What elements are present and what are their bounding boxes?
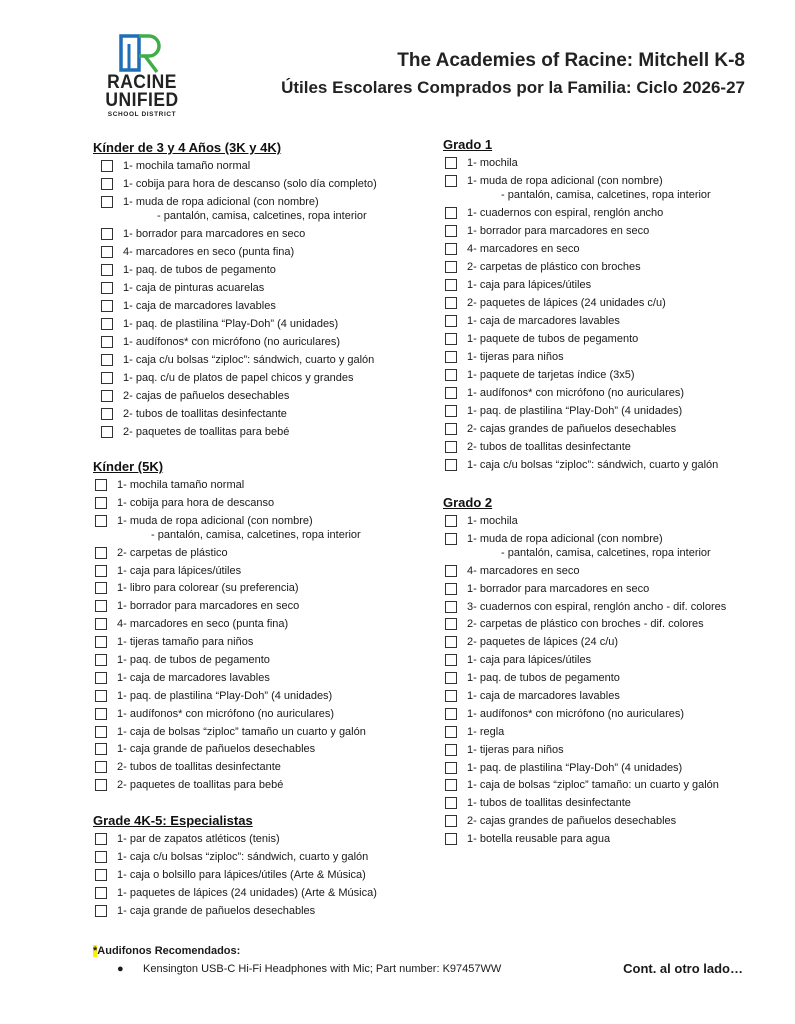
- checklist-item: [443, 260, 718, 274]
- checkbox[interactable]: [445, 744, 457, 756]
- item-label: 2- paquetes de toallitas para bebé: [123, 426, 290, 438]
- checklist-item: [93, 671, 366, 685]
- item-label: 1- caja de marcadores lavables: [117, 671, 270, 684]
- checkbox[interactable]: [101, 336, 113, 348]
- checklist-item: [93, 564, 366, 578]
- item-label: 1- paq. de plastilina “Play-Doh” (4 unidades): [123, 318, 339, 330]
- checklist: [93, 159, 377, 439]
- checklist-item: [443, 296, 718, 310]
- checkbox[interactable]: [445, 279, 457, 291]
- checklist-item: [443, 278, 718, 292]
- item-label: 1- regla: [467, 725, 505, 738]
- logo-line-district: SCHOOL DISTRICT: [107, 111, 177, 118]
- checklist-item: [443, 350, 718, 364]
- item-label: 2- cajas de pañuelos desechables: [123, 390, 290, 402]
- item-label: 1- caja de pinturas acuarelas: [123, 282, 265, 294]
- checklist-item: [443, 532, 726, 560]
- item-label: 1- caja c/u bolsas “ziploc”: sándwich, cuarto y galón: [117, 850, 369, 863]
- checklist-item: [443, 653, 726, 667]
- checklist-item: [443, 422, 718, 436]
- checklist-item: [93, 371, 377, 385]
- item-label: 1- caja de bolsas “ziploc” tamaño un cuarto y galón: [117, 725, 366, 738]
- item-label: 1- caja para lápices/útiles: [467, 279, 592, 291]
- section-5k: [93, 459, 366, 796]
- checkbox[interactable]: [445, 708, 457, 720]
- checkbox[interactable]: [95, 851, 107, 863]
- item-label: 1- paquete de tarjetas índice (3x5): [467, 369, 635, 381]
- checklist-item: [93, 742, 366, 756]
- item-label: 1- caja o bolsillo para lápices/útiles (Arte & Música): [117, 868, 366, 881]
- district-logo: [100, 34, 184, 120]
- checkbox[interactable]: [445, 175, 457, 187]
- checklist-item: [93, 335, 377, 349]
- checkbox[interactable]: [445, 423, 457, 435]
- item-sublabel: - pantalón, camisa, calcetines, ropa interior: [151, 528, 361, 541]
- checkbox[interactable]: [445, 369, 457, 381]
- item-label: 1- caja de marcadores lavables: [467, 315, 620, 327]
- checkbox[interactable]: [445, 207, 457, 219]
- checklist-item: [443, 814, 726, 828]
- checkbox[interactable]: [95, 869, 107, 881]
- checkbox[interactable]: [445, 636, 457, 648]
- checkbox[interactable]: [95, 743, 107, 755]
- checkbox[interactable]: [445, 261, 457, 273]
- item-label: 1- cuadernos con espiral, renglón ancho: [467, 207, 664, 219]
- checkbox[interactable]: [445, 583, 457, 595]
- item-sublabel: - pantalón, camisa, calcetines, ropa interior: [501, 189, 711, 201]
- section-heading: Kínder (5K): [93, 459, 164, 474]
- item-label: 1- paq. de plastilina “Play-Doh” (4 unidades): [467, 761, 683, 774]
- page-subtitle: Útiles Escolares Comprados por la Familia: Ciclo 2026-27: [281, 78, 745, 97]
- checkbox[interactable]: [445, 297, 457, 309]
- checklist-item: [93, 195, 377, 223]
- item-label: 1- paq. de plastilina “Play-Doh” (4 unidades): [467, 405, 683, 417]
- checkbox[interactable]: [101, 318, 113, 330]
- item-label: 4- marcadores en seco: [467, 243, 580, 255]
- checklist-item: [443, 440, 718, 454]
- checklist-item: [443, 206, 718, 220]
- checkbox[interactable]: [445, 565, 457, 577]
- checklist-item: [443, 600, 726, 614]
- checklist-item: [443, 582, 726, 596]
- checklist-item: [93, 514, 366, 542]
- checkbox[interactable]: [95, 497, 107, 509]
- checkbox[interactable]: [95, 761, 107, 773]
- checklist-item: [93, 689, 366, 703]
- checklist: [93, 832, 377, 918]
- checklist-item: [443, 368, 718, 382]
- checkbox[interactable]: [95, 779, 107, 791]
- checklist-item: [93, 425, 377, 439]
- checkbox[interactable]: [101, 160, 113, 172]
- checkbox[interactable]: [95, 600, 107, 612]
- item-label: 1- tubos de toallitas desinfectante: [467, 797, 631, 810]
- checkbox[interactable]: [445, 333, 457, 345]
- section-heading: Grado 1: [443, 137, 493, 152]
- headphones-recommendation: [117, 963, 501, 975]
- item-label: 2- paquetes de toallitas para bebé: [117, 779, 284, 792]
- checklist-item: [93, 599, 366, 613]
- bullet-icon: ●: [117, 963, 124, 975]
- item-label: 1- borrador para marcadores en seco: [117, 600, 300, 613]
- checkbox[interactable]: [445, 515, 457, 527]
- checklist-item: [93, 850, 377, 864]
- item-label: 1- cobija para hora de descanso: [117, 496, 275, 509]
- checkbox[interactable]: [445, 762, 457, 774]
- checkbox[interactable]: [101, 372, 113, 384]
- item-label: 1- botella reusable para agua: [467, 833, 611, 846]
- item-label: 4- marcadores en seco: [467, 564, 580, 577]
- checklist-item: [443, 224, 718, 238]
- section-heading: Grado 2: [443, 495, 493, 510]
- checklist-item: [93, 389, 377, 403]
- item-label: 1- caja grande de pañuelos desechables: [117, 904, 316, 917]
- checkbox[interactable]: [95, 582, 107, 594]
- checkbox[interactable]: [101, 228, 113, 240]
- checklist-item: [443, 689, 726, 703]
- item-label: 1- caja para lápices/útiles: [467, 654, 592, 667]
- note-label-text: Audifonos Recomendados:: [97, 945, 241, 957]
- checklist-item: [443, 156, 718, 170]
- checklist-item: [93, 886, 377, 900]
- checkbox[interactable]: [445, 459, 457, 471]
- checklist-item: [93, 159, 377, 173]
- checkbox[interactable]: [95, 708, 107, 720]
- item-label: 2- carpetas de plástico: [117, 546, 228, 559]
- item-sublabel: - pantalón, camisa, calcetines, ropa interior: [501, 546, 711, 559]
- item-label: 1- muda de ropa adicional (con nombre): [467, 532, 663, 545]
- checklist-item: [93, 546, 366, 560]
- checklist-item: [443, 242, 718, 256]
- checklist-item: [443, 332, 718, 346]
- checklist-item: [443, 564, 726, 578]
- checklist-item: [443, 778, 726, 792]
- logo-wordmark: [100, 74, 184, 120]
- checkbox[interactable]: [445, 405, 457, 417]
- item-label: 1- caja de marcadores lavables: [123, 300, 276, 312]
- checkbox[interactable]: [95, 515, 107, 527]
- checkbox[interactable]: [95, 479, 107, 491]
- checkbox[interactable]: [95, 833, 107, 845]
- item-label: 1- caja para lápices/útiles: [117, 564, 242, 577]
- checklist-item: [443, 761, 726, 775]
- item-label: 4- marcadores en seco (punta fina): [123, 246, 295, 258]
- checkbox[interactable]: [101, 246, 113, 258]
- checklist-item: [443, 832, 726, 846]
- checkbox[interactable]: [101, 408, 113, 420]
- checkbox[interactable]: [445, 833, 457, 845]
- section-grade-2: [443, 495, 726, 850]
- checkbox[interactable]: [445, 797, 457, 809]
- checklist-item: [93, 581, 366, 595]
- item-label: 1- paq. c/u de platos de papel chicos y grandes: [123, 372, 354, 384]
- checklist-item: [443, 796, 726, 810]
- checkbox[interactable]: [445, 315, 457, 327]
- item-label: 1- caja de marcadores lavables: [467, 690, 620, 703]
- item-label: 1- tijeras para niños: [467, 743, 564, 756]
- item-label: 1- tijeras para niños: [467, 351, 564, 363]
- checkbox[interactable]: [95, 565, 107, 577]
- item-label: 1- audífonos* con micrófono (no auriculares): [123, 336, 341, 348]
- checkbox[interactable]: [95, 726, 107, 738]
- checklist-item: [443, 458, 718, 472]
- item-label: 1- caja grande de pañuelos desechables: [117, 743, 316, 756]
- section-specialists: [93, 813, 377, 921]
- checkbox[interactable]: [101, 196, 113, 208]
- item-label: 1- cobija para hora de descanso (solo día completo): [123, 178, 377, 190]
- checklist-item: [93, 653, 366, 667]
- item-label: 1- caja c/u bolsas “ziploc”: sándwich, cuarto y galón: [467, 459, 719, 471]
- checkbox[interactable]: [445, 690, 457, 702]
- logo-line-unified: UNIFIED: [105, 90, 179, 111]
- item-label: 1- paq. de tubos de pegamento: [123, 264, 276, 276]
- checklist-item: [443, 671, 726, 685]
- item-label: 1- muda de ropa adicional (con nombre): [467, 175, 663, 187]
- checklist-item: [93, 299, 377, 313]
- item-label: 2- cajas grandes de pañuelos desechables: [467, 815, 677, 828]
- checkbox[interactable]: [95, 547, 107, 559]
- logo-line-racine: RACINE: [107, 72, 177, 93]
- checkbox[interactable]: [95, 654, 107, 666]
- checkbox[interactable]: [445, 243, 457, 255]
- item-label: 2- paquetes de lápices (24 c/u): [467, 636, 619, 649]
- checkbox[interactable]: [445, 779, 457, 791]
- item-label: 4- marcadores en seco (punta fina): [117, 618, 289, 631]
- item-label: 1- paq. de plastilina “Play-Doh” (4 unidades): [117, 689, 333, 702]
- checklist: [443, 514, 726, 846]
- item-label: 2- tubos de toallitas desinfectante: [117, 761, 281, 774]
- item-label: 1- borrador para marcadores en seco: [123, 228, 306, 240]
- checklist-item: [93, 617, 366, 631]
- item-label: 1- libro para colorear (su preferencia): [117, 582, 299, 595]
- note-asterisk: *: [93, 945, 98, 957]
- checklist-item: [93, 353, 377, 367]
- checkbox[interactable]: [101, 300, 113, 312]
- section-grade-1: [443, 137, 718, 476]
- checklist-item: [93, 868, 377, 882]
- checklist-item: [443, 514, 726, 528]
- checklist-item: [443, 314, 718, 328]
- checkbox[interactable]: [445, 441, 457, 453]
- item-label: 2- carpetas de plástico con broches - dif. colores: [467, 618, 704, 631]
- item-label: 2- tubos de toallitas desinfectante: [123, 408, 287, 420]
- checklist: [93, 478, 366, 792]
- checkbox[interactable]: [445, 618, 457, 630]
- checklist-item: [93, 725, 366, 739]
- checklist-item: [443, 174, 718, 202]
- checklist-item: [93, 707, 366, 721]
- checkbox[interactable]: [101, 390, 113, 402]
- item-label: 2- paquetes de lápices (24 unidades c/u): [467, 297, 666, 309]
- item-label: 1- muda de ropa adicional (con nombre): [117, 514, 313, 527]
- checkbox[interactable]: [95, 690, 107, 702]
- item-label: 1- audífonos* con micrófono (no auriculares): [117, 707, 335, 720]
- checkbox[interactable]: [445, 351, 457, 363]
- item-label: 1- audífonos* con micrófono (no auriculares): [467, 387, 685, 399]
- checkbox[interactable]: [95, 905, 107, 917]
- checklist-item: [93, 263, 377, 277]
- item-label: 1- audífonos* con micrófono (no auriculares): [467, 707, 685, 720]
- checkbox[interactable]: [445, 533, 457, 545]
- item-label: 2- carpetas de plástico con broches: [467, 261, 641, 273]
- item-label: 2- cajas grandes de pañuelos desechables: [467, 423, 677, 435]
- checkbox[interactable]: [101, 264, 113, 276]
- racine-r-logo-icon: [119, 34, 161, 74]
- checklist-item: [93, 778, 366, 792]
- item-label: 1- paquete de tubos de pegamento: [467, 333, 639, 345]
- checklist-item: [93, 832, 377, 846]
- item-label: 1- caja c/u bolsas “ziploc”: sándwich, cuarto y galón: [123, 354, 375, 366]
- section-heading: Grade 4K-5: Especialistas: [93, 813, 253, 828]
- item-label: 3- cuadernos con espiral, renglón ancho - dif. colores: [467, 600, 727, 613]
- section-heading: Kínder de 3 y 4 Años (3K y 4K): [93, 140, 282, 155]
- checklist-item: [93, 227, 377, 241]
- item-label: 1- borrador para marcadores en seco: [467, 225, 650, 237]
- headphones-note-label: [93, 945, 240, 957]
- checkbox[interactable]: [95, 636, 107, 648]
- checkbox[interactable]: [445, 601, 457, 613]
- checklist-item: [443, 725, 726, 739]
- checklist-item: [93, 478, 366, 492]
- checkbox[interactable]: [101, 354, 113, 366]
- checklist-item: [93, 281, 377, 295]
- item-label: 1- caja de bolsas “ziploc” tamaño: un cuarto y galón: [467, 779, 719, 792]
- checklist-item: [93, 245, 377, 259]
- item-label: 2- tubos de toallitas desinfectante: [467, 441, 631, 453]
- checkbox[interactable]: [445, 654, 457, 666]
- checklist-item: [93, 317, 377, 331]
- item-label: 1- paq. de tubos de pegamento: [117, 654, 270, 667]
- item-label: 1- par de zapatos atléticos (tenis): [117, 833, 280, 845]
- checkbox[interactable]: [95, 887, 107, 899]
- item-label: 1- tijeras tamaño para niños: [117, 636, 254, 649]
- checkbox[interactable]: [445, 726, 457, 738]
- checkbox[interactable]: [95, 672, 107, 684]
- checklist-item: [443, 707, 726, 721]
- headphones-model: Kensington USB-C Hi-Fi Headphones with Mic; Part number: K97457WW: [143, 963, 502, 975]
- checklist-item: [93, 760, 366, 774]
- item-label: 1- mochila: [467, 515, 518, 527]
- checkbox[interactable]: [101, 282, 113, 294]
- checklist-item: [443, 386, 718, 400]
- checklist-item: [443, 404, 718, 418]
- page-title: The Academies of Racine: Mitchell K-8: [397, 50, 745, 71]
- checklist-item: [443, 635, 726, 649]
- checklist-item: [93, 635, 366, 649]
- checklist-item: [443, 617, 726, 631]
- continued-note: Cont. al otro lado…: [623, 961, 743, 976]
- checkbox[interactable]: [445, 225, 457, 237]
- item-label: 1- paquetes de lápices (24 unidades) (Arte & Música): [117, 886, 377, 899]
- checkbox[interactable]: [445, 157, 457, 169]
- checklist-item: [443, 743, 726, 757]
- checkbox[interactable]: [445, 815, 457, 827]
- item-label: 1- paq. de tubos de pegamento: [467, 672, 620, 685]
- section-3k-4k: [93, 140, 377, 443]
- checkbox[interactable]: [101, 426, 113, 438]
- checkbox[interactable]: [445, 672, 457, 684]
- checkbox[interactable]: [445, 387, 457, 399]
- checkbox[interactable]: [101, 178, 113, 190]
- checklist: [443, 156, 718, 472]
- item-label: 1- borrador para marcadores en seco: [467, 582, 650, 595]
- item-label: 1- mochila tamaño normal: [123, 160, 251, 172]
- item-label: 1- mochila tamaño normal: [117, 479, 245, 491]
- checklist-item: [93, 177, 377, 191]
- checklist-item: [93, 496, 366, 510]
- item-label: 1- muda de ropa adicional (con nombre): [123, 196, 319, 208]
- checklist-item: [93, 904, 377, 918]
- item-label: 1- mochila: [467, 157, 518, 169]
- item-sublabel: - pantalón, camisa, calcetines, ropa interior: [157, 210, 367, 222]
- checkbox[interactable]: [95, 618, 107, 630]
- checklist-item: [93, 407, 377, 421]
